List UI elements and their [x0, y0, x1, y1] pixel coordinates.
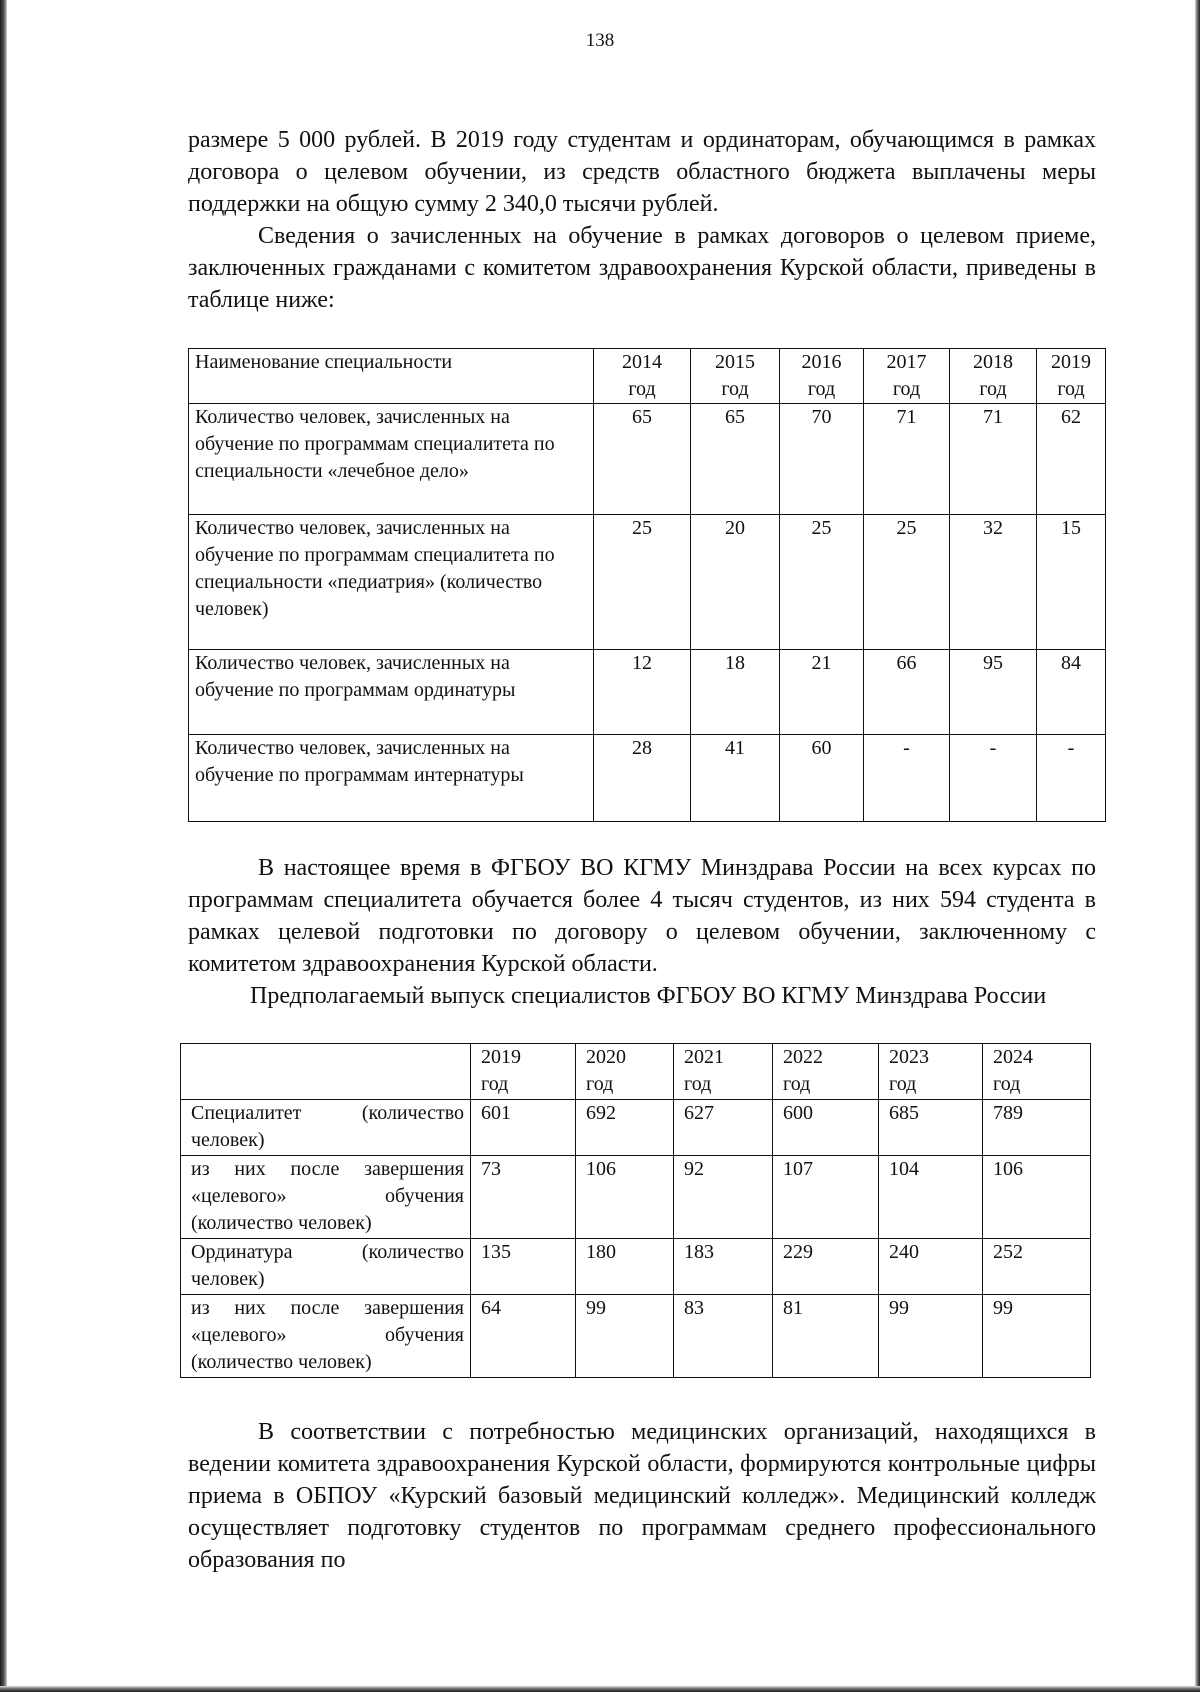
scan-edge-bottom	[0, 1686, 1200, 1692]
table-cell: 601	[471, 1100, 576, 1156]
table-cell: 21	[780, 650, 864, 735]
year-label: 2020	[586, 1046, 626, 1068]
table-cell: 692	[576, 1100, 674, 1156]
year-label: 2023	[889, 1046, 929, 1068]
table-cell: 99	[879, 1295, 983, 1378]
graduates-year-header	[471, 1044, 576, 1100]
year-suffix: год	[1057, 378, 1085, 400]
year-label: 2019	[481, 1046, 521, 1068]
year-label: 2014	[622, 351, 662, 373]
table-row	[189, 735, 1106, 822]
graduates-year-header	[879, 1044, 983, 1100]
year-label: 2016	[801, 351, 842, 373]
table-row	[181, 1156, 1091, 1239]
graduates-table	[180, 1043, 1091, 1378]
graduates-year-header	[983, 1044, 1091, 1100]
year-suffix: год	[892, 378, 921, 400]
paragraph-medical-college: В соответствии с потребностью медицинских организаций, находящихся в ведении комитета здравоохранения Курской области, формируются контрольные цифры приема в ОБПОУ «Курский базовый медицинский колледж». Медицинский колледж осуществляет подготовку студентов по программам среднего профессионального образования по	[188, 1419, 1096, 1573]
year-label: 2015	[715, 351, 755, 373]
table-cell: -	[864, 735, 950, 822]
page-number: 138	[585, 30, 615, 51]
graduates-header-row	[181, 1044, 1091, 1100]
table-cell: 252	[983, 1239, 1091, 1295]
year-label: 2024	[993, 1046, 1033, 1068]
admissions-year-header	[950, 349, 1037, 404]
table-cell: 70	[780, 404, 864, 515]
year-suffix: год	[586, 1073, 614, 1095]
table-cell: 81	[773, 1295, 879, 1378]
table-cell: 240	[879, 1239, 983, 1295]
table-cell: 99	[983, 1295, 1091, 1378]
table-cell: 66	[864, 650, 950, 735]
table-cell: 95	[950, 650, 1037, 735]
year-label: 2022	[783, 1046, 823, 1068]
table-cell: 183	[674, 1239, 773, 1295]
row-label: из них после завершения «целевого» обучения (количество человек)	[181, 1295, 471, 1378]
table-cell: 73	[471, 1156, 576, 1239]
table-cell: 25	[780, 515, 864, 650]
year-suffix: год	[993, 1073, 1021, 1095]
admissions-header-label: Наименование специальности	[189, 349, 594, 404]
table-cell: 65	[691, 404, 780, 515]
table-cell: 64	[471, 1295, 576, 1378]
year-label: 2021	[684, 1046, 724, 1068]
year-label: 2019	[1051, 351, 1091, 373]
admissions-year-header	[864, 349, 950, 404]
year-suffix: год	[628, 378, 656, 400]
table-cell: 84	[1037, 650, 1106, 735]
table-cell: 83	[674, 1295, 773, 1378]
scan-edge-right	[1195, 0, 1200, 1692]
table-row	[181, 1239, 1091, 1295]
table-cell: 41	[691, 735, 780, 822]
table-row	[181, 1100, 1091, 1156]
admissions-table	[188, 348, 1106, 822]
table-cell: 107	[773, 1156, 879, 1239]
year-suffix: год	[481, 1073, 509, 1095]
table-row	[181, 1295, 1091, 1378]
table-cell: 92	[674, 1156, 773, 1239]
paragraph-support-payments: размере 5 000 рублей. В 2019 году студентам и ординаторам, обучающимся в рамках договора о целевом обучении, из средств областного бюджета выплачены меры поддержки на общую сумму 2 340,0 тысячи рублей.	[188, 127, 1096, 217]
table-cell: 32	[950, 515, 1037, 650]
table-cell: 135	[471, 1239, 576, 1295]
table-cell: 229	[773, 1239, 879, 1295]
admissions-year-header	[1037, 349, 1106, 404]
table-row	[189, 515, 1106, 650]
row-label: Специалитет (количество человек)	[181, 1100, 471, 1156]
scan-edge-left	[0, 0, 7, 1692]
row-label: Ординатура (количество человек)	[181, 1239, 471, 1295]
table-cell: 12	[594, 650, 691, 735]
table-cell: 106	[983, 1156, 1091, 1239]
row-label: Количество человек, зачисленных на обучение по программам интернатуры	[189, 735, 594, 822]
table-cell: 18	[691, 650, 780, 735]
graduates-year-header	[773, 1044, 879, 1100]
table-cell: 99	[576, 1295, 674, 1378]
year-label: 2018	[973, 351, 1013, 373]
table-cell: -	[950, 735, 1037, 822]
table-cell: 104	[879, 1156, 983, 1239]
paragraph-current-students: В настоящее время в ФГБОУ ВО КГМУ Минздрава России на всех курсах по программам специалитета обучается более 4 тысяч студентов, из них 594 студента в рамках целевой подготовки по договору о целевом обучении, заключенному с комитетом здравоохранения Курской области.	[188, 855, 1096, 977]
admissions-header-row	[189, 349, 1106, 404]
table-row	[189, 404, 1106, 515]
table-cell: 180	[576, 1239, 674, 1295]
table-cell: 71	[950, 404, 1037, 515]
table-cell: 685	[879, 1100, 983, 1156]
admissions-year-header	[594, 349, 691, 404]
row-label: из них после завершения «целевого» обучения (количество человек)	[181, 1156, 471, 1239]
table-cell: 627	[674, 1100, 773, 1156]
table-cell: 65	[594, 404, 691, 515]
year-label: 2017	[886, 351, 927, 373]
table-cell: 106	[576, 1156, 674, 1239]
admissions-year-header	[691, 349, 780, 404]
row-label: Количество человек, зачисленных на обучение по программам ординатуры	[189, 650, 594, 735]
table-cell: 25	[864, 515, 950, 650]
graduates-year-header	[674, 1044, 773, 1100]
table-cell: 28	[594, 735, 691, 822]
graduates-caption-text: Предполагаемый выпуск специалистов ФГБОУ ВО КГМУ Минздрава России	[250, 983, 1047, 1009]
admissions-year-header	[780, 349, 864, 404]
table-cell: 60	[780, 735, 864, 822]
year-suffix: год	[721, 378, 749, 400]
table-cell: 25	[594, 515, 691, 650]
graduates-header-label	[181, 1044, 471, 1100]
table-cell: 62	[1037, 404, 1106, 515]
row-label: Количество человек, зачисленных на обучение по программам специалитета по специальности «педиатрия» (количество человек)	[189, 515, 594, 650]
year-suffix: год	[684, 1073, 712, 1095]
table-cell: 20	[691, 515, 780, 650]
table-cell: 71	[864, 404, 950, 515]
paragraph-table-intro: Сведения о зачисленных на обучение в рамках договоров о целевом приеме, заключенных гражданами с комитетом здравоохранения Курской области, приведены в таблице ниже:	[188, 223, 1096, 313]
table-cell: 15	[1037, 515, 1106, 650]
year-suffix: год	[889, 1073, 917, 1095]
graduates-year-header	[576, 1044, 674, 1100]
row-label: Количество человек, зачисленных на обучение по программам специалитета по специальности «лечебное дело»	[189, 404, 594, 515]
year-suffix: год	[807, 378, 836, 400]
table-cell: -	[1037, 735, 1106, 822]
year-suffix: год	[783, 1073, 811, 1095]
table-row	[189, 650, 1106, 735]
table-cell: 600	[773, 1100, 879, 1156]
table-cell: 789	[983, 1100, 1091, 1156]
year-suffix: год	[979, 378, 1007, 400]
graduates-table-caption	[180, 981, 1095, 1011]
